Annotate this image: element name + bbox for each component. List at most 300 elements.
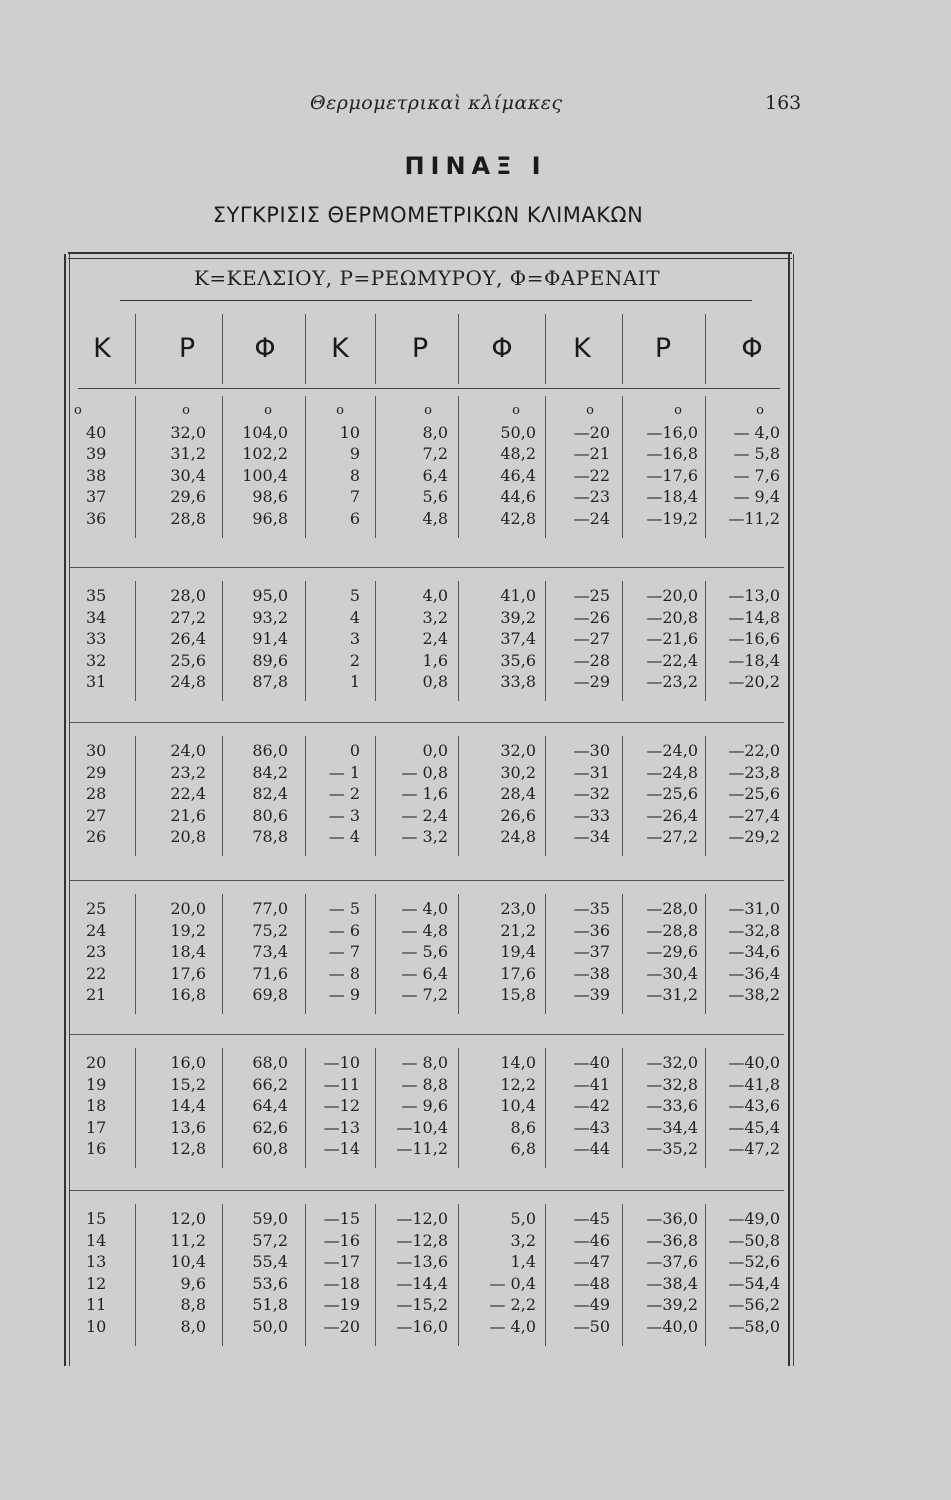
table-cell: 3,2 (422, 607, 448, 627)
table-cell: 28 (86, 784, 107, 804)
table-cell: 32 (86, 650, 107, 670)
table-cell: 30 (86, 741, 107, 760)
table-cell: 1,4 (510, 1252, 536, 1272)
table-cell: —34 (573, 827, 610, 847)
table-cell: 22,4 (170, 784, 206, 804)
table-cell: — 6 (328, 920, 360, 940)
table-cell: —39,2 (646, 1295, 698, 1315)
column-header: Ρ (411, 332, 429, 364)
table-cell: 98,6 (252, 487, 288, 507)
table-cell: —10,4 (396, 1117, 448, 1137)
degree-mark: o (586, 403, 594, 418)
table-cell: 13,6 (170, 1117, 206, 1137)
table-cell: —30 (573, 741, 610, 760)
column-divider (305, 1204, 306, 1346)
column-divider (545, 581, 546, 701)
table-cell: —17,6 (646, 465, 698, 485)
table-cell: 31 (86, 672, 107, 692)
table-cell: —14,4 (396, 1273, 448, 1293)
table-cell: —24 (573, 509, 610, 528)
table-cell: 30,2 (500, 762, 536, 782)
table-cell: 0 (349, 741, 360, 760)
column-header: Κ (331, 332, 349, 364)
column-header: Ρ (654, 332, 672, 364)
table-cell: 57,2 (252, 1230, 288, 1250)
table-cell: —23,2 (646, 672, 698, 692)
header-rule (78, 388, 780, 389)
table-cell: 93,2 (252, 607, 288, 627)
table-cell: 10 (86, 1317, 107, 1336)
table-cell: 55,4 (252, 1252, 288, 1272)
column-divider (705, 396, 706, 538)
table-cell: 15 (86, 1209, 107, 1228)
table-cell: 50,0 (252, 1317, 288, 1336)
table-cell: —24,0 (646, 741, 698, 760)
column-header: Φ (491, 332, 513, 364)
running-head (0, 92, 951, 122)
block-separator-rule (70, 1034, 784, 1035)
table-cell: —14 (323, 1139, 360, 1159)
table-cell: —34,6 (728, 942, 780, 962)
table-cell: —27,2 (646, 827, 698, 847)
table-cell: 44,6 (500, 487, 536, 507)
table-cell: —21,6 (646, 629, 698, 649)
table-cell: 42,8 (500, 509, 536, 528)
table-cell: —23,8 (728, 762, 780, 782)
table-cell: 30,4 (170, 465, 206, 485)
table-cell: —22,0 (728, 741, 780, 760)
column-divider (545, 894, 546, 1014)
table-cell: — 6,4 (401, 963, 448, 983)
block-separator-rule (70, 722, 784, 723)
column-divider (222, 894, 223, 1014)
table-cell: 5 (349, 586, 360, 605)
table-cell: 21,6 (170, 805, 206, 825)
degree-mark: o (264, 403, 272, 418)
table-cell: — 1 (328, 762, 360, 782)
table-cell: 4,8 (422, 509, 448, 528)
table-cell: 28,8 (170, 509, 206, 528)
table-cell: —20 (323, 1317, 360, 1336)
table-cell: 29,6 (170, 487, 206, 507)
table-cell: 16 (86, 1139, 107, 1159)
table-cell: —26,4 (646, 805, 698, 825)
column-divider (458, 736, 459, 856)
table-cell: 104,0 (242, 422, 288, 442)
table-cell: 12,2 (500, 1074, 536, 1094)
table-cell: 26,4 (170, 629, 206, 649)
column-divider (222, 1048, 223, 1168)
table-cell: 6,4 (422, 465, 448, 485)
table-cell: 8,8 (180, 1295, 206, 1315)
table-cell: — 7,2 (401, 985, 448, 1005)
table-cell: —20 (573, 422, 610, 442)
column-divider (222, 1204, 223, 1346)
table-cell: —23 (573, 487, 610, 507)
block-separator-rule (70, 880, 784, 881)
table-cell: —41 (573, 1074, 610, 1094)
table-cell: — 2,2 (489, 1295, 536, 1315)
table-cell: 16,0 (170, 1053, 206, 1072)
table-cell: 62,6 (252, 1117, 288, 1137)
table-cell: 84,2 (252, 762, 288, 782)
table-cell: 100,4 (242, 465, 288, 485)
table-cell: — 0,8 (401, 762, 448, 782)
header-column-divider (375, 314, 376, 384)
table-cell: 12 (86, 1273, 107, 1293)
table-cell: 8,6 (510, 1117, 536, 1137)
table-cell: 21 (86, 985, 107, 1005)
table-cell: 28,0 (170, 586, 206, 605)
column-divider (375, 736, 376, 856)
table-cell: 66,2 (252, 1074, 288, 1094)
table-cell: —31,2 (646, 985, 698, 1005)
table-block (70, 898, 784, 1014)
table-cell: 11,2 (170, 1230, 206, 1250)
table-cell: 39,2 (500, 607, 536, 627)
table-cell: 89,6 (252, 650, 288, 670)
degree-mark: o (424, 403, 432, 418)
table-block (70, 400, 784, 538)
table-cell: 4,0 (422, 586, 448, 605)
column-divider (622, 894, 623, 1014)
table-cell: — 3 (328, 805, 360, 825)
table-cell: 18,4 (170, 942, 206, 962)
degree-mark: o (182, 403, 190, 418)
table-cell: 25,6 (170, 650, 206, 670)
table-cell: — 8,8 (401, 1074, 448, 1094)
table-cell: —18 (323, 1273, 360, 1293)
table-cell: 4 (349, 607, 360, 627)
table-cell: —38,2 (728, 985, 780, 1005)
table-cell: 32,0 (500, 741, 536, 760)
column-header: Κ (93, 332, 111, 364)
table-cell: —32,0 (646, 1053, 698, 1072)
table-cell: —49 (573, 1295, 610, 1315)
table-cell: 8 (349, 465, 360, 485)
table-cell: — 2 (328, 784, 360, 804)
table-cell: 87,8 (252, 672, 288, 692)
table-cell: 3 (349, 629, 360, 649)
table-cell: —56,2 (728, 1295, 780, 1315)
table-cell: —36 (573, 920, 610, 940)
column-divider (545, 1048, 546, 1168)
table-cell: 23,2 (170, 762, 206, 782)
table-cell: —25,6 (646, 784, 698, 804)
table-cell: —50,8 (728, 1230, 780, 1250)
table-cell: 22 (86, 963, 107, 983)
table-cell: 14,4 (170, 1096, 206, 1116)
table-cell: — 5,8 (733, 444, 780, 464)
table-cell: 34 (86, 607, 107, 627)
column-divider (545, 396, 546, 538)
table-cell: 73,4 (252, 942, 288, 962)
table-cell: —37 (573, 942, 610, 962)
table-cell: 102,2 (242, 444, 288, 464)
table-cell: —32 (573, 784, 610, 804)
table-cell: —15,2 (396, 1295, 448, 1315)
running-head-title: Θερμομετρικαὶ κλίμακες (310, 92, 563, 114)
column-divider (305, 736, 306, 856)
header-column-divider (135, 314, 136, 384)
table-cell: 17,6 (170, 963, 206, 983)
table-cell: — 4,0 (401, 899, 448, 918)
column-divider (705, 1204, 706, 1346)
header-column-divider (705, 314, 706, 384)
column-divider (222, 581, 223, 701)
table-cell: — 8,0 (401, 1053, 448, 1072)
degree-mark: o (674, 403, 682, 418)
table-cell: —38,4 (646, 1273, 698, 1293)
column-divider (375, 1204, 376, 1346)
column-divider (458, 1204, 459, 1346)
column-header: Φ (254, 332, 276, 364)
table-cell: —36,8 (646, 1230, 698, 1250)
table-cell: 0,0 (422, 741, 448, 760)
table-cell: — 4,0 (489, 1317, 536, 1336)
table-cell: 37,4 (500, 629, 536, 649)
column-divider (705, 1048, 706, 1168)
table-cell: —28 (573, 650, 610, 670)
column-divider (135, 736, 136, 856)
table-cell: —58,0 (728, 1317, 780, 1336)
table-cell: —11 (323, 1074, 360, 1094)
column-divider (305, 894, 306, 1014)
table-cell: 9,6 (180, 1273, 206, 1293)
legend-rule (120, 300, 752, 301)
table-cell: —18,4 (728, 650, 780, 670)
column-divider (222, 396, 223, 538)
table-cell: —50 (573, 1317, 610, 1336)
column-divider (305, 581, 306, 701)
table-cell: 86,0 (252, 741, 288, 760)
table-cell: —13,6 (396, 1252, 448, 1272)
table-cell: —43,6 (728, 1096, 780, 1116)
table-cell: —29 (573, 672, 610, 692)
degree-mark: o (756, 403, 764, 418)
table-cell: —20,0 (646, 586, 698, 605)
table-cell: 10 (339, 422, 360, 442)
table-cell: —45 (573, 1209, 610, 1228)
column-divider (705, 894, 706, 1014)
table-cell: 23 (86, 942, 107, 962)
table-cell: —18,4 (646, 487, 698, 507)
table-cell: —44 (573, 1139, 610, 1159)
table-cell: —29,2 (728, 827, 780, 847)
table-title: ΣΥΓΚΡΙΣΙΣ ΘΕΡΜΟΜΕΤΡΙΚΩΝ ΚΛΙΜΑΚΩΝ (212, 203, 644, 227)
table-cell: —26 (573, 607, 610, 627)
table-cell: 15,8 (500, 985, 536, 1005)
table-cell: —35,2 (646, 1139, 698, 1159)
table-cell: 26,6 (500, 805, 536, 825)
table-cell: 25 (86, 899, 107, 918)
table-cell: —40,0 (728, 1053, 780, 1072)
table-cell: —33 (573, 805, 610, 825)
column-divider (222, 736, 223, 856)
table-cell: —13,0 (728, 586, 780, 605)
table-cell: —38 (573, 963, 610, 983)
table-cell: 37 (86, 487, 107, 507)
table-cell: —16 (323, 1230, 360, 1250)
table-cell: 39 (86, 444, 107, 464)
table-cell: 13 (86, 1252, 107, 1272)
table-cell: 12,0 (170, 1209, 206, 1228)
column-divider (135, 1048, 136, 1168)
column-divider (545, 1204, 546, 1346)
table-block (70, 1052, 784, 1168)
table-cell: 9 (349, 444, 360, 464)
table-cell: —25,6 (728, 784, 780, 804)
table-number: ΠΙΝΑΞ Ι (404, 152, 547, 180)
table-cell: — 7,6 (733, 465, 780, 485)
table-cell: —41,8 (728, 1074, 780, 1094)
table-cell: —37,6 (646, 1252, 698, 1272)
table-cell: 6,8 (510, 1139, 536, 1159)
table-cell: —32,8 (646, 1074, 698, 1094)
table-cell: 14,0 (500, 1053, 536, 1072)
table-cell: —48 (573, 1273, 610, 1293)
table-cell: —43 (573, 1117, 610, 1137)
column-divider (135, 396, 136, 538)
table-cell: —27 (573, 629, 610, 649)
table-cell: —31 (573, 762, 610, 782)
table-cell: —36,0 (646, 1209, 698, 1228)
table-cell: 91,4 (252, 629, 288, 649)
table-cell: 18 (86, 1096, 107, 1116)
table-cell: —54,4 (728, 1273, 780, 1293)
column-divider (305, 1048, 306, 1168)
table-cell: 38 (86, 465, 107, 485)
column-divider (545, 736, 546, 856)
table-cell: 77,0 (252, 899, 288, 918)
table-cell: — 8 (328, 963, 360, 983)
table-frame-right-rule (788, 254, 794, 1366)
table-cell: 60,8 (252, 1139, 288, 1159)
table-cell: —33,6 (646, 1096, 698, 1116)
header-column-divider (622, 314, 623, 384)
table-cell: —16,0 (396, 1317, 448, 1336)
table-cell: — 4,8 (401, 920, 448, 940)
table-cell: 27,2 (170, 607, 206, 627)
table-cell: —49,0 (728, 1209, 780, 1228)
column-divider (458, 396, 459, 538)
column-divider (622, 1204, 623, 1346)
table-cell: —10 (323, 1053, 360, 1072)
column-divider (375, 1048, 376, 1168)
column-divider (622, 396, 623, 538)
column-divider (375, 396, 376, 538)
table-cell: 20 (86, 1053, 107, 1072)
table-cell: —28,8 (646, 920, 698, 940)
table-cell: 11 (86, 1295, 107, 1315)
table-cell: —16,0 (646, 422, 698, 442)
table-cell: 75,2 (252, 920, 288, 940)
table-cell: 8,0 (180, 1317, 206, 1336)
table-cell: 31,2 (170, 444, 206, 464)
column-header: Φ (741, 332, 763, 364)
table-cell: — 4 (328, 827, 360, 847)
table-cell: 5,0 (510, 1209, 536, 1228)
block-separator-rule (70, 1190, 784, 1191)
table-cell: —21 (573, 444, 610, 464)
table-cell: —17 (323, 1252, 360, 1272)
header-column-divider (458, 314, 459, 384)
table-cell: —19,2 (646, 509, 698, 528)
table-cell: 78,8 (252, 827, 288, 847)
table-cell: 35,6 (500, 650, 536, 670)
table-cell: 10,4 (500, 1096, 536, 1116)
table-cell: 23,0 (500, 899, 536, 918)
table-cell: —27,4 (728, 805, 780, 825)
table-cell: —52,6 (728, 1252, 780, 1272)
table-cell: —22 (573, 465, 610, 485)
table-cell: 71,6 (252, 963, 288, 983)
table-cell: 7 (349, 487, 360, 507)
table-cell: — 7 (328, 942, 360, 962)
column-divider (622, 1048, 623, 1168)
column-header-row (70, 310, 784, 386)
column-divider (705, 736, 706, 856)
column-divider (622, 581, 623, 701)
table-cell: —20,2 (728, 672, 780, 692)
table-cell: 27 (86, 805, 107, 825)
table-cell: —47 (573, 1252, 610, 1272)
table-cell: — 9,4 (733, 487, 780, 507)
table-cell: —30,4 (646, 963, 698, 983)
column-header: Ρ (178, 332, 196, 364)
degree-mark: o (512, 403, 520, 418)
table-cell: 3,2 (510, 1230, 536, 1250)
table-cell: 69,8 (252, 985, 288, 1005)
table-cell: 19,2 (170, 920, 206, 940)
table-cell: —20,8 (646, 607, 698, 627)
table-cell: —11,2 (728, 509, 780, 528)
table-cell: 26 (86, 827, 107, 847)
table-cell: 51,8 (252, 1295, 288, 1315)
table-cell: 17 (86, 1117, 107, 1137)
table-cell: 40 (86, 422, 107, 442)
table-cell: —42 (573, 1096, 610, 1116)
table-cell: 21,2 (500, 920, 536, 940)
degree-mark: o (74, 403, 82, 418)
column-divider (375, 894, 376, 1014)
table-cell: 19 (86, 1074, 107, 1094)
table-cell: 24,8 (170, 672, 206, 692)
table-cell: 33 (86, 629, 107, 649)
table-cell: — 5,6 (401, 942, 448, 962)
table-cell: 59,0 (252, 1209, 288, 1228)
table-cell: 48,2 (500, 444, 536, 464)
table-cell: 50,0 (500, 422, 536, 442)
table-cell: —15 (323, 1209, 360, 1228)
degree-mark: o (336, 403, 344, 418)
column-divider (305, 396, 306, 538)
table-cell: — 2,4 (401, 805, 448, 825)
table-cell: 1,6 (422, 650, 448, 670)
table-cell: —12,0 (396, 1209, 448, 1228)
table-cell: 46,4 (500, 465, 536, 485)
header-column-divider (222, 314, 223, 384)
table-cell: 2 (349, 650, 360, 670)
block-separator-rule (70, 567, 784, 568)
table-cell: — 3,2 (401, 827, 448, 847)
table-cell: 15,2 (170, 1074, 206, 1094)
table-cell: 14 (86, 1230, 107, 1250)
column-divider (458, 581, 459, 701)
table-cell: 20,8 (170, 827, 206, 847)
table-cell: —12 (323, 1096, 360, 1116)
table-cell: 24,0 (170, 741, 206, 760)
